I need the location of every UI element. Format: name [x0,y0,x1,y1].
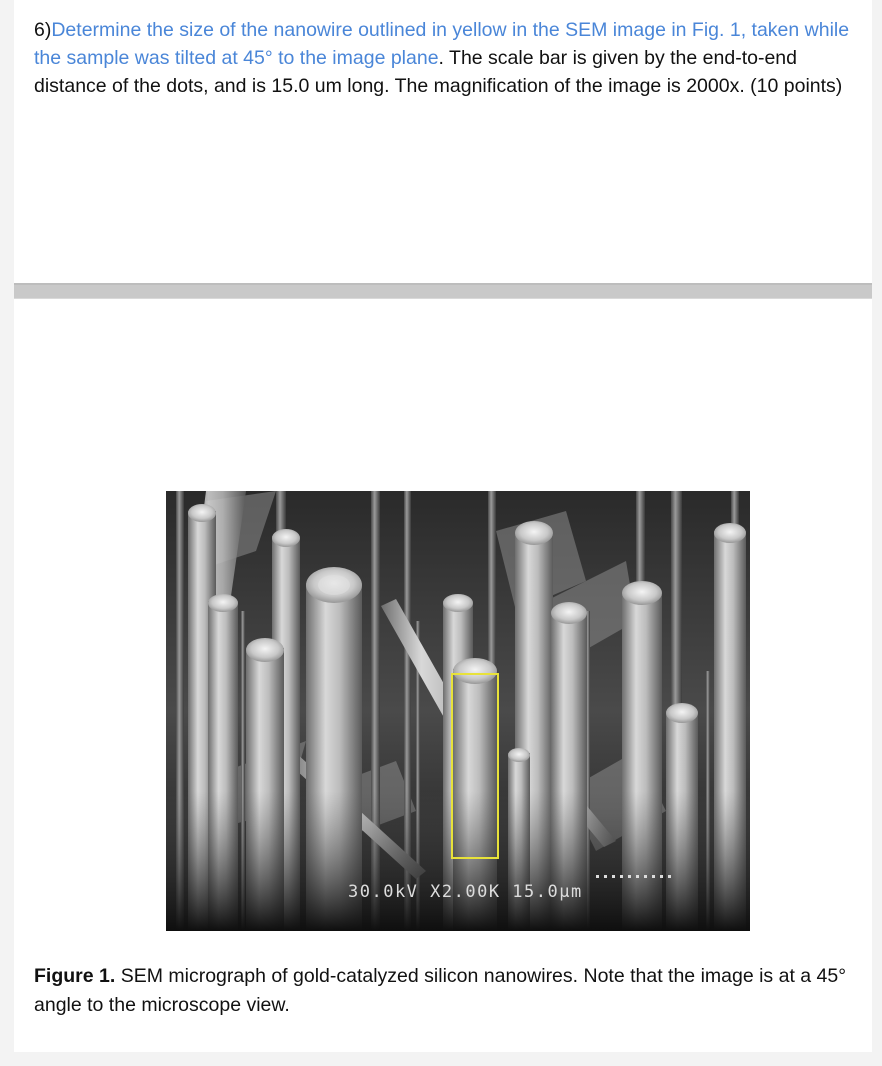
sem-image [166,491,750,931]
caption-text: SEM micrograph of gold-catalyzed silicon nanowires. Note that the image is at a 45° angle to the microscope view. [34,965,847,1016]
section-divider [14,283,872,299]
sem-scale-label: 30.0kV X2.00K 15.0µm [348,882,583,902]
sem-micrograph [166,491,750,931]
caption-label: Figure 1. [34,965,116,987]
question-panel [14,0,872,283]
question-highlighted-text: Determine the size of the nanowire outlined in yellow in the SEM image in Fig. 1, taken while the sample was tilted at 45° to the image plane [34,19,850,69]
question-details: . The scale bar is given by the end-to-end distance of the dots, and is 15.0 um long. The magnification of the image is 2000x. (10 points) [34,47,843,97]
figure-panel [14,299,872,1052]
question-text [34,16,869,100]
figure-caption [34,962,864,1020]
question-number: 6) [34,19,52,41]
